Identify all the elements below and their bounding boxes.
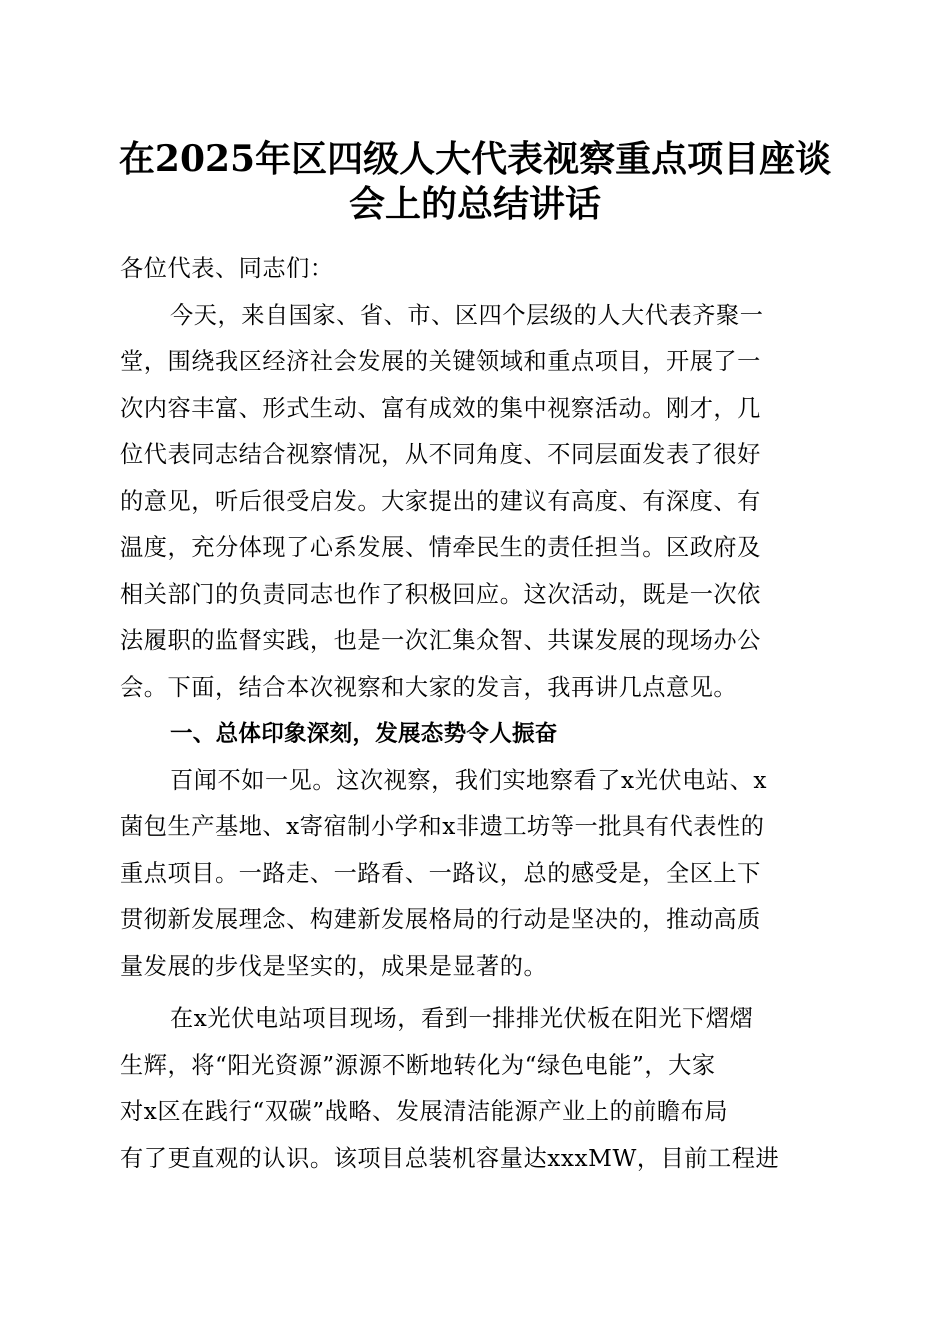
paragraph-line: 温度，充分体现了心系发展、情牵民生的责任担当。区政府及 <box>120 534 761 561</box>
document-title <box>100 137 850 227</box>
paragraph-line: 会。下面，结合本次视察和大家的发言，我再讲几点意见。 <box>120 673 738 701</box>
salutation: 各位代表、同志们： <box>120 255 334 282</box>
document-body <box>120 246 830 1182</box>
paragraph-line: 百闻不如一见。这次视察，我们实地察看了x光伏电站、x <box>170 766 767 794</box>
paragraph-line: 菌包生产基地、x寄宿制小学和x非遗工坊等一批具有代表性的 <box>120 813 765 840</box>
title-line-2: 会上的总结讲话 <box>348 183 601 225</box>
paragraph-opening <box>120 293 830 712</box>
paragraph-line: 次内容丰富、形式生动、富有成效的集中视察活动。刚才，几 <box>120 394 761 422</box>
paragraph-line: 贯彻新发展理念、构建新发展格局的行动是坚决的，推动高质 <box>120 906 761 933</box>
paragraph-line: 的意见，听后很受启发。大家提出的建议有高度、有深度、有 <box>120 487 761 515</box>
paragraph-line: 今天，来自国家、省、市、区四个层级的人大代表齐聚一 <box>170 301 764 329</box>
paragraph-line: 有了更直观的认识。该项目总装机容量达xxxMW，目前工程进 <box>120 1144 780 1172</box>
paragraph-line: 在x光伏电站项目现场，看到一排排光伏板在阳光下熠熠 <box>170 1005 754 1032</box>
paragraph-line: 相关部门的负责同志也作了积极回应。这次活动，既是一次依 <box>120 580 761 608</box>
title-line-1: 在2025年区四级人大代表视察重点项目座谈 <box>118 138 832 180</box>
paragraph-line: 法履职的监督实践，也是一次汇集众智、共谋发展的现场办公 <box>120 627 761 654</box>
paragraph-line: 生辉，将“阳光资源”源源不断地转化为“绿色电能”，大家 <box>120 1051 716 1079</box>
paragraph-line: 堂，围绕我区经济社会发展的关键领域和重点项目，开展了一 <box>120 348 761 375</box>
paragraph-line: 量发展的步伐是坚实的，成果是显著的。 <box>120 952 548 980</box>
paragraph-line: 重点项目。一路走、一路看、一路议，总的感受是，全区上下 <box>120 859 761 887</box>
paragraph-solar-project <box>120 996 830 1182</box>
paragraph-overview <box>120 758 830 991</box>
section-heading-1: 一、总体印象深刻，发展态势令人振奋 <box>170 721 558 747</box>
paragraph-line: 位代表同志结合视察情况，从不同角度、不同层面发表了很好 <box>120 441 761 468</box>
paragraph-line: 对x区在践行“双碳”战略、发展清洁能源产业上的前瞻布局 <box>120 1098 729 1125</box>
